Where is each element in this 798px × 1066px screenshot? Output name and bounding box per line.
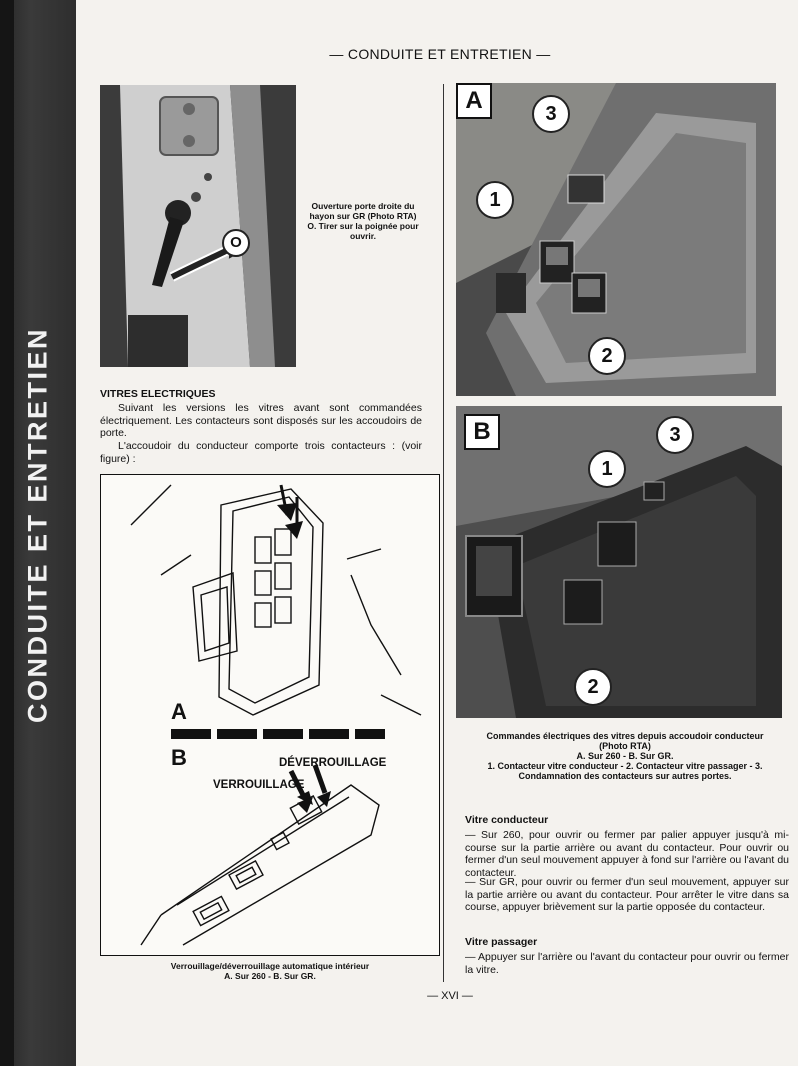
label-deverrouillage: DÉVERROUILLAGE <box>279 757 387 769</box>
switch-caption-line-2: (Photo RTA) <box>599 741 651 751</box>
photo-a-badge-2: 2 <box>588 337 626 375</box>
side-tab-title: CONDUITE ET ENTRETIEN <box>22 326 53 724</box>
switch-caption-line-4: 1. Contacteur vitre conducteur - 2. Contacteur vitre passager - 3. <box>487 761 763 771</box>
switch-photo-a <box>456 83 776 396</box>
switch-photo-b-illustration <box>456 406 782 718</box>
lock-caption-line-1: Verrouillage/déverrouillage automatique intérieur <box>170 961 370 971</box>
section-title-passager: Vitre passager <box>465 936 538 948</box>
lock-drawing-figure <box>100 474 440 956</box>
photo-a-badge-3: 3 <box>532 95 570 133</box>
photo-a-badge-1: 1 <box>476 181 514 219</box>
page-number: — XVI — <box>427 990 473 1002</box>
switch-caption-line-3: A. Sur 260 - B. Sur GR. <box>576 751 674 761</box>
photo-b-badge-1: 1 <box>588 450 626 488</box>
door-photo-illustration <box>100 85 296 367</box>
photo-b-label: B <box>464 414 500 450</box>
switch-photo-b <box>456 406 782 718</box>
vitres-paragraph-2: L'accoudoir du conducteur comporte trois contacteurs : (voir figure) : <box>100 440 422 465</box>
photo-b-badge-3: 3 <box>656 416 694 454</box>
lock-caption-line-2: A. Sur 260 - B. Sur GR. <box>224 971 316 981</box>
vitres-paragraph-1: Suivant les versions les vitres avant sont commandées électriquement. Les contacteurs sont disposés sur les accoudoirs de porte. <box>100 402 422 439</box>
conducteur-paragraph-2: — Sur GR, pour ouvrir ou fermer d'un seul mouvement, appuyer sur la partie arrière ou avant du contacteur. Pour arrêter le vitre dans sa course, appuyer brièvement sur la partie opposée du contacteur. <box>465 876 789 913</box>
column-divider <box>443 84 444 982</box>
lock-line-drawing <box>101 475 439 955</box>
conducteur-paragraph-1: — Sur 260, pour ouvrir ou fermer par palier appuyer jusqu'à mi-course sur la partie arrière ou avant du contacteur. Pour ouvrir ou fermer d'un seul mouvement appuyer à fond sur l'arrière ou l'avant du contacteur. <box>465 829 789 879</box>
door-caption: Ouverture porte droite du hayon sur GR (Photo RTA) O. Tirer sur la poignée pour ouvrir. <box>307 201 419 241</box>
door-label-o: O <box>222 229 250 257</box>
page-header: — CONDUITE ET ENTRETIEN — <box>329 46 551 62</box>
figure-separator <box>171 729 385 739</box>
photo-a-label: A <box>456 83 492 119</box>
spine-edge <box>0 0 14 1066</box>
photo-b-badge-2: 2 <box>574 668 612 706</box>
door-photo <box>100 85 296 367</box>
lock-label-a: A <box>171 699 187 724</box>
passager-paragraph-1: — Appuyer sur l'arrière ou l'avant du contacteur pour ouvrir ou fermer la vitre. <box>465 951 789 976</box>
lock-label-b: B <box>171 745 187 770</box>
switch-caption-line-1: Commandes électriques des vitres depuis accoudoir conducteur <box>486 731 764 741</box>
section-title-conducteur: Vitre conducteur <box>465 814 549 826</box>
switch-caption-line-5: Condamnation des contacteurs sur autres portes. <box>518 771 732 781</box>
section-title-vitres: VITRES ELECTRIQUES <box>100 388 216 400</box>
label-verrouillage: VERROUILLAGE <box>213 779 305 791</box>
